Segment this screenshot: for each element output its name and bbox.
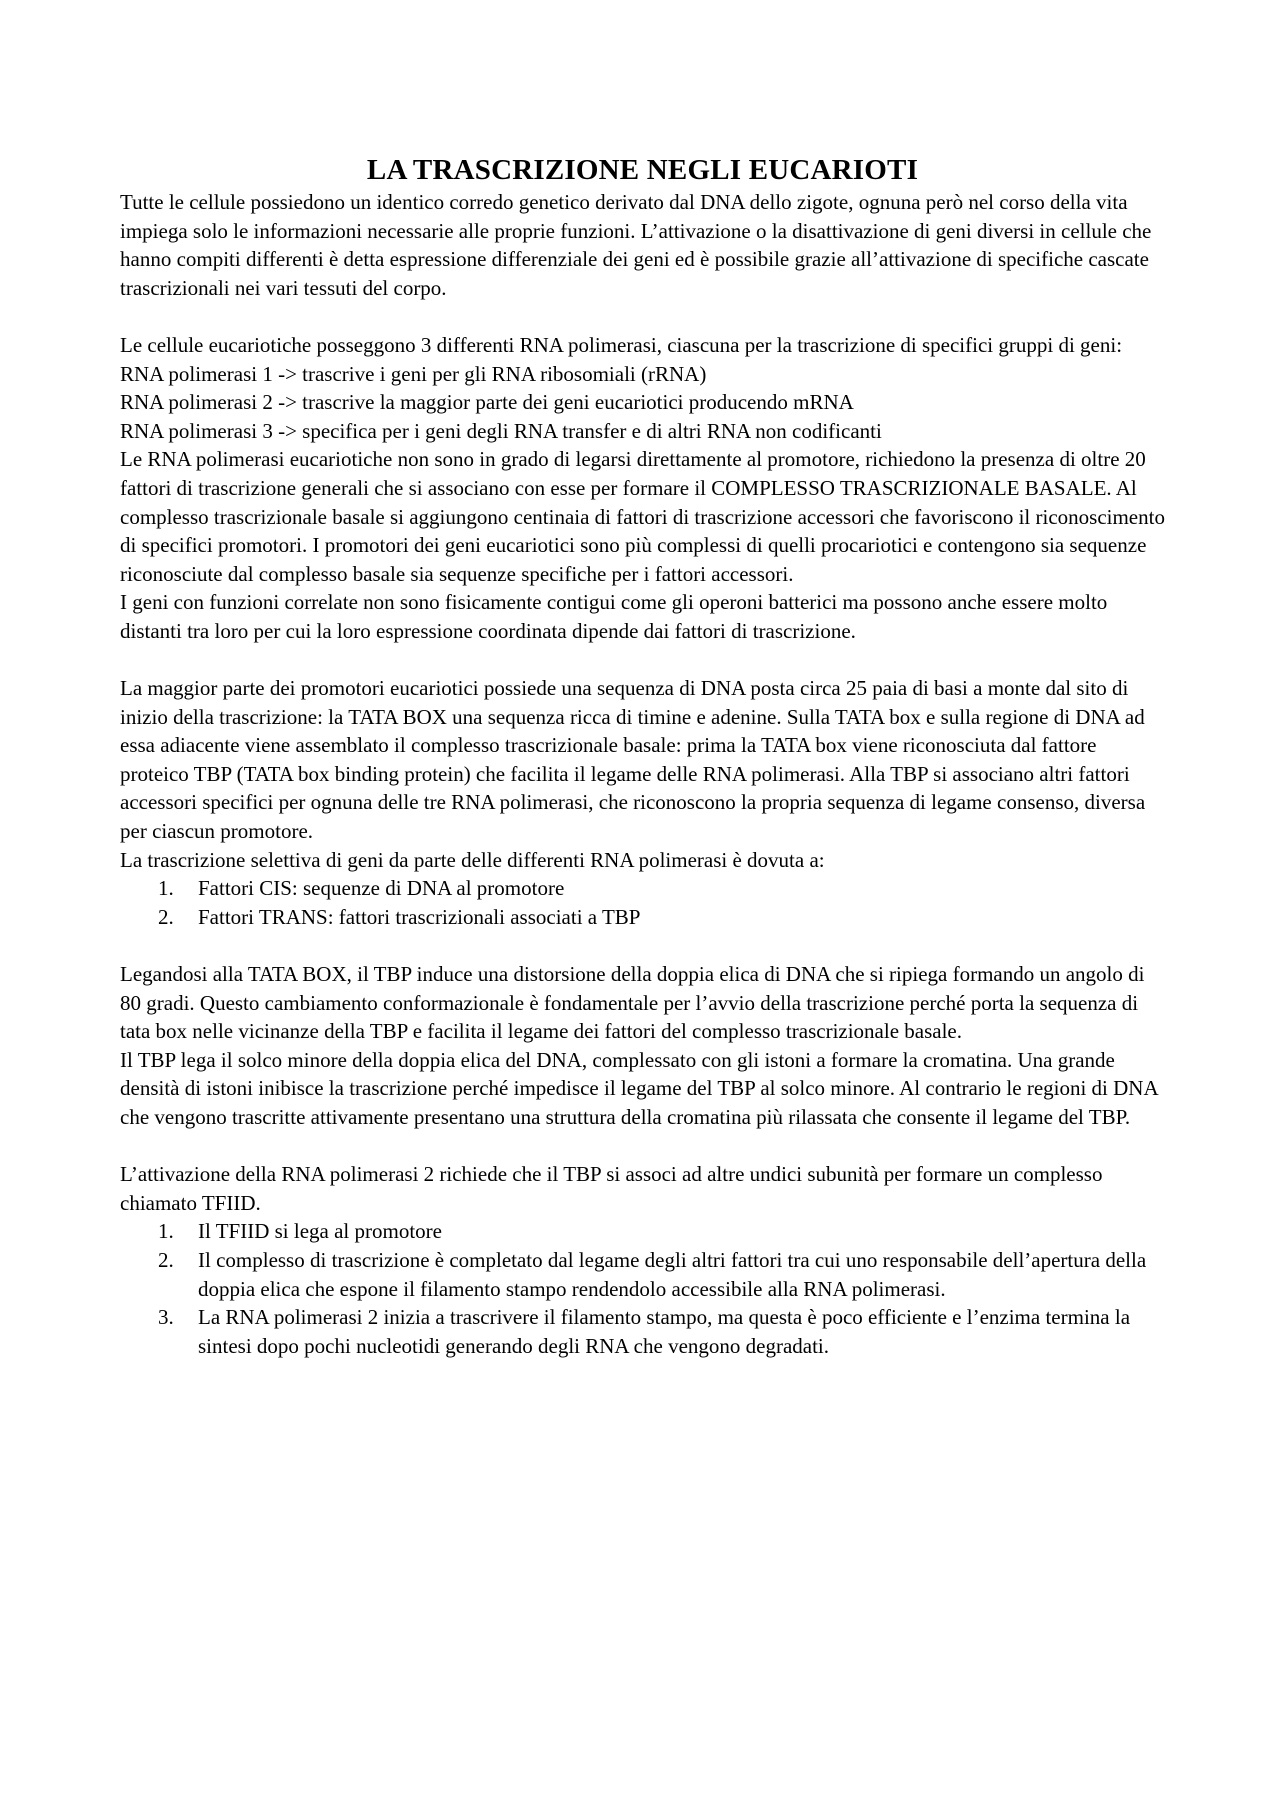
document-title: LA TRASCRIZIONE NEGLI EUCARIOTI [366, 154, 919, 186]
paragraph-tfiid-intro: L’attivazione della RNA polimerasi 2 richiede che il TBP si associ ad altre undici subunità per formare un complesso chiamato TFIID. [120, 1162, 1103, 1215]
list-item-text: La RNA polimerasi 2 inizia a trascrivere il filamento stampo, ma questa è poco efficiente e l’enzima termina la sintesi dopo pochi nucleotidi generando degli RNA che vengono degradati. [198, 1305, 1131, 1358]
list-item-text: Il complesso di trascrizione è completato dal legame degli altri fattori tra cui uno responsabile dell’apertura della doppia elica che espone il filamento stampo rendendolo accessibile alla RNA polimerasi. [198, 1247, 1147, 1301]
list-item [120, 1303, 1165, 1360]
list-item-number: 1. [158, 1219, 174, 1244]
list-item-number: 1. [158, 876, 174, 901]
paragraph-spacer [120, 302, 1165, 331]
paragraph-selective-intro: La trascrizione selettiva di geni da parte delle differenti RNA polimerasi è dovuta a: [120, 847, 825, 872]
paragraph-basal-complex: Le RNA polimerasi eucariotiche non sono in grado di legarsi direttamente al promotore, richiedono la presenza di oltre 20 fattori di trascrizione generali che si associano con esse per formare il COMPLESSO TRASCRIZIONALE BASALE. Al complesso trascrizionale basale si aggiungono centinaia di fattori di trascrizione accessori che favoriscono il riconoscimento di specifici promotori. I promotori dei geni eucariotici sono più complessi di quelli procariotici e contengono sia sequenze riconosciute dal complesso basale sia sequenze specifiche per i fattori accessori. [120, 447, 1165, 586]
list-item [120, 1217, 1165, 1246]
line-polymerase-1: RNA polimerasi 1 -> trascrive i geni per gli RNA ribosomiali (rRNA) [120, 361, 707, 386]
paragraph-intro: Tutte le cellule possiedono un identico corredo genetico derivato dal DNA dello zigote, ognuna però nel corso della vita impiega solo le informazioni necessarie alle proprie funzioni. L’attivazione o la disattivazione di geni diversi in cellule che hanno compiti differenti è detta espressione differenziale dei geni ed è possibile grazie all’attivazione di specifiche cascate trascrizionali nei vari tessuti del corpo. [120, 190, 1152, 300]
list-item [120, 874, 1165, 903]
paragraph-spacer [120, 931, 1165, 960]
list-item-text: Fattori TRANS: fattori trascrizionali associati a TBP [198, 904, 641, 929]
list-item-text: Fattori CIS: sequenze di DNA al promotore [198, 876, 565, 901]
document-body [120, 152, 1165, 1360]
list-item-number: 3. [158, 1305, 174, 1330]
tfiid-steps-list [120, 1217, 1165, 1360]
list-item [120, 1246, 1165, 1303]
paragraph-spacer [120, 1132, 1165, 1161]
paragraph-tata-box: La maggior parte dei promotori eucariotici possiede una sequenza di DNA posta circa 25 paia di basi a monte dal sito di inizio della trascrizione: la TATA BOX una sequenza ricca di timine e adenine. Sulla TATA box e sulla regione di DNA ad essa adiacente viene assemblato il complesso trascrizionale basale: prima la TATA box viene riconosciuta dal fattore proteico TBP (TATA box binding protein) che facilita il legame delle RNA polimerasi. Alla TBP si associano altri fattori accessori specifici per ognuna delle tre RNA polimerasi, che riconoscono la propria sequenza di legame consenso, diversa per ciascun promotore. [120, 676, 1146, 844]
paragraph-polymerase-intro: Le cellule eucariotiche posseggono 3 differenti RNA polimerasi, ciascuna per la trascrizione di specifici gruppi di geni: [120, 332, 1123, 357]
paragraph-tbp-groove: Il TBP lega il solco minore della doppia elica del DNA, complessato con gli istoni a formare la cromatina. Una grande densità di istoni inibisce la trascrizione perché impedisce il legame del TBP al solco minore. Al contrario le regioni di DNA che vengono trascritte attivamente presentano una struttura della cromatina più rilassata che consente il legame del TBP. [120, 1047, 1158, 1129]
line-polymerase-3: RNA polimerasi 3 -> specifica per i geni degli RNA transfer e di altri RNA non codificanti [120, 418, 882, 443]
list-item-number: 2. [158, 904, 174, 929]
selective-factors-list [120, 874, 1165, 931]
paragraph-spacer [120, 646, 1165, 675]
line-polymerase-2: RNA polimerasi 2 -> trascrive la maggior parte dei geni eucariotici producendo mRNA [120, 390, 854, 415]
paragraph-correlated-genes: I geni con funzioni correlate non sono fisicamente contigui come gli operoni batterici ma possono anche essere molto distanti tra loro per cui la loro espressione coordinata dipende dai fattori di trascrizione. [120, 590, 1108, 643]
paragraph-tbp-distortion: Legandosi alla TATA BOX, il TBP induce una distorsione della doppia elica di DNA che si ripiega formando un angolo di 80 gradi. Questo cambiamento conformazionale è fondamentale per l’avvio della trascrizione perché porta la sequenza di tata box nelle vicinanze della TBP e facilita il legame dei fattori del complesso trascrizionale basale. [120, 962, 1145, 1044]
list-item-number: 2. [158, 1247, 174, 1272]
list-item-text: Il TFIID si lega al promotore [198, 1219, 442, 1244]
list-item [120, 903, 1165, 932]
